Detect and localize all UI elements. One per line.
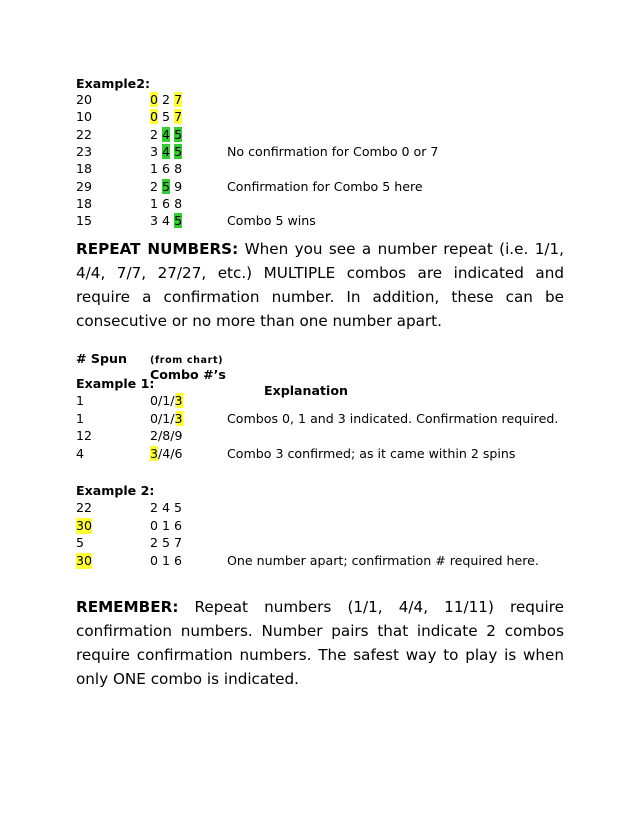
spun-number: 18	[76, 161, 93, 177]
remember-line: Repeat numbers (1/1, 4/4, 11/11) require	[178, 598, 564, 616]
repeat-numbers-paragraph	[76, 237, 564, 333]
repeat-numbers-lead: REPEAT NUMBERS:	[76, 240, 239, 258]
combo-digit: 2	[162, 92, 171, 107]
combo-digits	[150, 144, 182, 160]
combo-digit: 5	[174, 213, 183, 229]
combo-digits	[150, 92, 182, 108]
row-note: One number apart; confirmation # required here.	[227, 552, 539, 568]
combo-digit: 1	[150, 195, 159, 211]
spun-number: 23	[76, 143, 93, 159]
spun-number: 30	[76, 517, 93, 533]
spun-number: 12	[76, 428, 93, 443]
combo-digit: 5	[174, 126, 183, 142]
spun-number: 22	[76, 500, 93, 515]
combo-value: 2 5 7	[150, 535, 183, 550]
combo-highlight: 3	[174, 410, 183, 426]
remember-line: only ONE combo is indicated.	[76, 670, 299, 688]
combo-digit: 0	[150, 109, 159, 125]
spun-number: 5	[76, 535, 85, 550]
combo-part: /4/6	[158, 445, 183, 461]
remember-line: require confirmation numbers. The safest way to play is when	[76, 646, 564, 664]
combo-digit: 7	[174, 109, 183, 125]
combo-digit: 9	[174, 178, 183, 194]
spun-number: 20	[76, 92, 93, 107]
row-note: Confirmation for Combo 5 here	[227, 178, 423, 194]
combo-digits	[150, 127, 182, 143]
spun-number: 1	[76, 410, 85, 426]
repeat-line: consecutive or no more than one number apart.	[76, 312, 442, 330]
combo-digit: 5	[174, 143, 183, 159]
combo-digit: 2	[150, 178, 159, 194]
header-combo: Combo #’s	[150, 367, 226, 382]
spun-number: 30	[76, 552, 93, 568]
example1-heading: Example 1:	[76, 376, 155, 391]
spun-number: 18	[76, 195, 93, 211]
combo-digit: 6	[162, 161, 171, 177]
header-combo-sub: (from chart)	[150, 355, 224, 366]
combo-highlight: 3	[174, 393, 183, 408]
combo-value: 2 4 5	[150, 500, 183, 515]
combo-value	[150, 393, 183, 409]
combo-digit: 4	[162, 126, 171, 142]
row-note: No confirmation for Combo 0 or 7	[227, 143, 439, 159]
row-note: Combo 3 confirmed; as it came within 2 spins	[227, 445, 516, 461]
repeat-line: 4/4, 7/7, 27/27, etc.) MULTIPLE combos are indicated and	[76, 264, 564, 282]
repeat-line: require a confirmation number. In addition, these can be	[76, 288, 564, 306]
combo-digits	[150, 109, 182, 125]
combo-digit: 2	[150, 126, 159, 142]
combo-part: 0/1/	[150, 393, 175, 408]
combo-digits	[150, 161, 182, 177]
repeat-line: When you see a number repeat (i.e. 1/1,	[238, 240, 564, 258]
spun-number: 29	[76, 178, 93, 194]
spun-number: 10	[76, 109, 93, 125]
combo-digit: 5	[162, 178, 171, 194]
combo-digit: 0	[150, 92, 159, 107]
remember-lead: REMEMBER:	[76, 598, 179, 616]
combo-value	[150, 428, 183, 444]
header-explanation: Explanation	[264, 383, 348, 398]
combo-part: 2/8/9	[150, 428, 183, 443]
combo-digit: 1	[150, 161, 159, 177]
combo-digit: 5	[162, 109, 171, 125]
spun-number: 1	[76, 393, 85, 408]
example2-heading: Example 2:	[76, 483, 155, 498]
header-spun: # Spun	[76, 351, 127, 366]
combo-digits	[150, 213, 182, 229]
combo-digits	[150, 179, 182, 195]
combo-digit: 7	[174, 92, 183, 107]
combo-digit: 6	[162, 195, 171, 211]
combo-digit: 4	[162, 213, 171, 229]
row-note: Combos 0, 1 and 3 indicated. Confirmation required.	[227, 410, 559, 426]
combo-digit: 3	[150, 143, 159, 159]
remember-line: confirmation numbers. Number pairs that indicate 2 combos	[76, 622, 564, 640]
combo-value	[150, 446, 183, 462]
spun-number: 4	[76, 445, 85, 461]
combo-value	[150, 411, 183, 427]
remember-paragraph	[76, 595, 564, 691]
combo-digit: 4	[162, 143, 171, 159]
row-note: Combo 5 wins	[227, 213, 316, 229]
combo-digit: 8	[174, 195, 183, 211]
combo-value: 0 1 6	[150, 552, 183, 568]
combo-part: 0/1/	[150, 410, 175, 426]
combo-digits	[150, 196, 182, 212]
spun-number: 15	[76, 213, 93, 229]
combo-value: 0 1 6	[150, 517, 183, 533]
combo-digit: 8	[174, 161, 183, 177]
example2-top-heading: Example2:	[76, 76, 151, 91]
spun-number: 22	[76, 126, 93, 142]
combo-digit: 3	[150, 213, 159, 229]
combo-highlight: 3	[150, 445, 159, 461]
